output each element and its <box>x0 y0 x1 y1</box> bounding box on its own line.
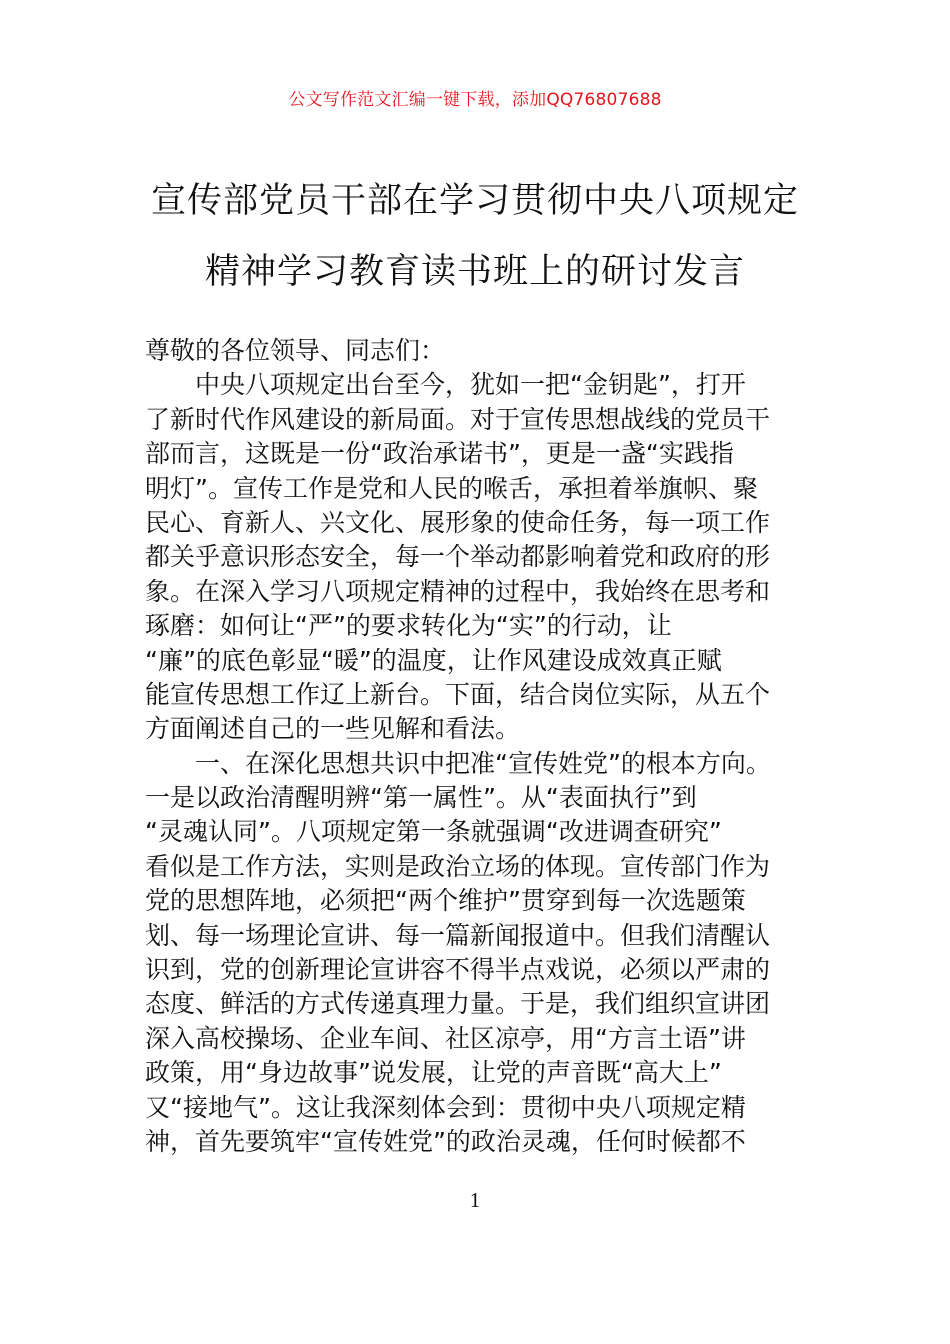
document-title-line-1: 宣传部党员干部在学习贯彻中央八项规定 <box>150 181 799 221</box>
body-line: 识到，党的创新理论宣讲容不得半点戏说，必须以严肃的 <box>145 955 771 985</box>
body-line: 态度、鲜活的方式传递真理力量。于是，我们组织宣讲团 <box>145 989 771 1019</box>
body-line: 中央八项规定出台至今，犹如一把“金钥匙”，打开 <box>145 370 746 400</box>
body-line: 能宣传思想工作辽上新台。下面，结合岗位实际，从五个 <box>145 679 771 709</box>
document-body <box>145 334 810 1159</box>
body-line: 琢磨：如何让“严”的要求转化为“实”的行动，让 <box>145 611 672 641</box>
body-line: 都关乎意识形态安全，每一个举动都影响着党和政府的形 <box>145 542 771 572</box>
body-line: 政策，用“身边故事”说发展，让党的声音既“高大上” <box>145 1058 722 1088</box>
body-line: 又“接地气”。这让我深刻体会到：贯彻中央八项规定精 <box>145 1092 746 1122</box>
body-line: 象。在深入学习八项规定精神的过程中，我始终在思考和 <box>145 576 771 606</box>
body-line: 了新时代作风建设的新局面。对于宣传思想战线的党员干 <box>145 404 771 434</box>
body-line: 明灯”。宣传工作是党和人民的喉舌，承担着举旗帜、聚 <box>145 473 758 503</box>
document-title-line-2: 精神学习教育读书班上的研讨发言 <box>204 252 745 292</box>
body-line: 部而言，这既是一份“政治承诺书”，更是一盏“实践指 <box>145 439 734 469</box>
body-line: “灵魂认同”。八项规定第一条就强调“改进调查研究” <box>145 817 722 847</box>
body-line: 看似是工作方法，实则是政治立场的体现。宣传部门作为 <box>145 851 771 881</box>
body-line: 党的思想阵地，必须把“两个维护”贯穿到每一次选题策 <box>145 886 746 916</box>
body-line: 尊敬的各位领导、同志们： <box>145 336 446 365</box>
body-line: “廉”的底色彰显“暖”的温度，让作风建设成效真正赋 <box>145 645 722 675</box>
header-download-note: 公文写作范文汇编一键下载，添加QQ76807688 <box>288 90 662 110</box>
body-line: 神，首先要筑牢“宣传姓党”的政治灵魂，任何时候都不 <box>145 1126 746 1156</box>
body-line: 划、每一场理论宣讲、每一篇新闻报道中。但我们清醒认 <box>145 920 771 950</box>
body-line: 方面阐述自己的一些见解和看法。 <box>145 714 521 744</box>
body-line: 一、在深化思想共识中把准“宣传姓党”的根本方向。 <box>145 748 771 778</box>
page-number: 1 <box>469 1188 481 1212</box>
body-line: 深入高校操场、企业车间、社区凉亭，用“方言土语”讲 <box>145 1023 746 1053</box>
body-line: 一是以政治清醒明辨“第一属性”。从“表面执行”到 <box>145 783 697 813</box>
body-line: 民心、育新人、兴文化、展形象的使命任务，每一项工作 <box>145 507 771 537</box>
